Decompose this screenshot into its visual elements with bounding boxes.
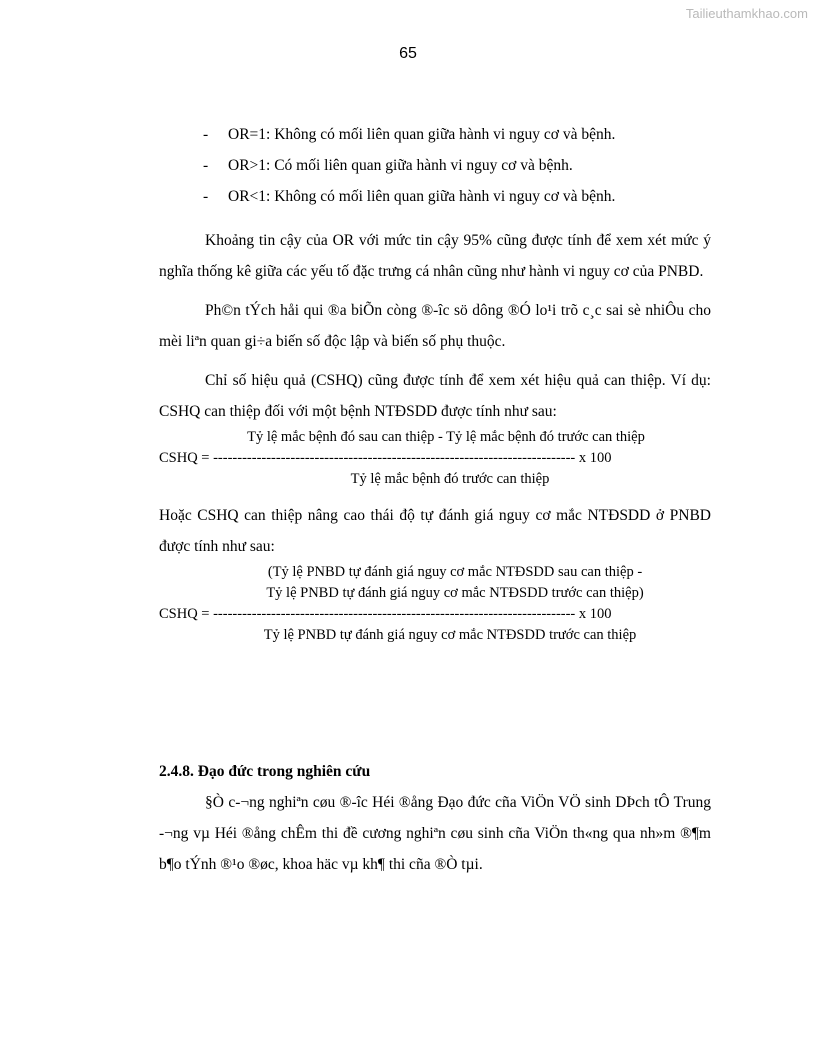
bullet-dash: - bbox=[203, 126, 209, 143]
list-item-text: OR<1: Không có mối liên quan giữa hành vi nguy cơ và bệnh. bbox=[228, 188, 616, 205]
formula-numerator-line-1: (Tỷ lệ PNBD tự đánh giá nguy cơ mắc NTĐSDD sau can thiệp - bbox=[267, 564, 643, 580]
formula-denominator: Tỷ lệ PNBD tự đánh giá nguy cơ mắc NTĐSDD trước can thiệp bbox=[263, 627, 637, 643]
list-item bbox=[159, 186, 711, 217]
list-item bbox=[159, 155, 711, 186]
section-heading: 2.4.8. Đạo đức trong nghiên cứu bbox=[159, 763, 371, 780]
formula-cshq-1 bbox=[159, 427, 711, 490]
paragraph: §Ò c-¬ng nghiªn cøu ®-îc Héi ®ång Đạo đức cña ViÖn VÖ sinh DÞch tÔ Trung -¬ng vµ Héi ®ång chÊm thi đề cương nghiªn cøu sinh cña ViÖn th«ng qua nh»m ®¶m b¶o tÝnh ®¹o ®øc, khoa häc vµ kh¶ thi cña ®Ò tµi. bbox=[159, 794, 711, 873]
document-body bbox=[159, 124, 711, 880]
list-item bbox=[159, 124, 711, 155]
formula-denominator: Tỷ lệ mắc bệnh đó trước can thiệp bbox=[350, 471, 550, 487]
page-number: 65 bbox=[399, 45, 417, 62]
bullet-dash: - bbox=[203, 157, 209, 174]
formula-numerator: Tỷ lệ mắc bệnh đó sau can thiệp - Tỷ lệ mắc bệnh đó trước can thiệp bbox=[247, 429, 645, 445]
watermark: Tailieuthamkhao.com bbox=[685, 6, 808, 21]
bullet-dash: - bbox=[203, 188, 209, 205]
formula-fraction-line: CSHQ = --------------------------------------------------------------------------- x 100 bbox=[159, 606, 612, 622]
paragraph: Ph©n tÝch håi qui ®a biÕn còng ®-îc sö dông ®Ó lo¹i trõ c¸c sai sè nhiÔu cho mèi liªn quan gi÷a biến số độc lập và biến số phụ thuộc. bbox=[159, 302, 711, 350]
formula-fraction-line: CSHQ = --------------------------------------------------------------------------- x 100 bbox=[159, 450, 612, 466]
formula-cshq-2 bbox=[159, 562, 711, 646]
paragraph: Chỉ số hiệu quả (CSHQ) cũng được tính để xem xét hiệu quả can thiệp. Ví dụ: CSHQ can thiệp đối với một bệnh NTĐSDD được tính như sau: bbox=[159, 372, 711, 420]
paragraph: Hoặc CSHQ can thiệp nâng cao thái độ tự đánh giá nguy cơ mắc NTĐSDD ở PNBD được tính như sau: bbox=[159, 507, 711, 555]
list-item-text: OR=1: Không có mối liên quan giữa hành vi nguy cơ và bệnh. bbox=[228, 126, 616, 143]
formula-numerator-line-2: Tỷ lệ PNBD tự đánh giá nguy cơ mắc NTĐSDD trước can thiệp) bbox=[266, 585, 644, 601]
paragraph: Khoảng tin cậy của OR với mức tin cậy 95% cũng được tính để xem xét mức ý nghĩa thống kê giữa các yếu tố đặc trưng cá nhân cũng như hành vi nguy cơ của PNBD. bbox=[159, 232, 711, 280]
list-item-text: OR>1: Có mối liên quan giữa hành vi nguy cơ và bệnh. bbox=[228, 157, 573, 174]
